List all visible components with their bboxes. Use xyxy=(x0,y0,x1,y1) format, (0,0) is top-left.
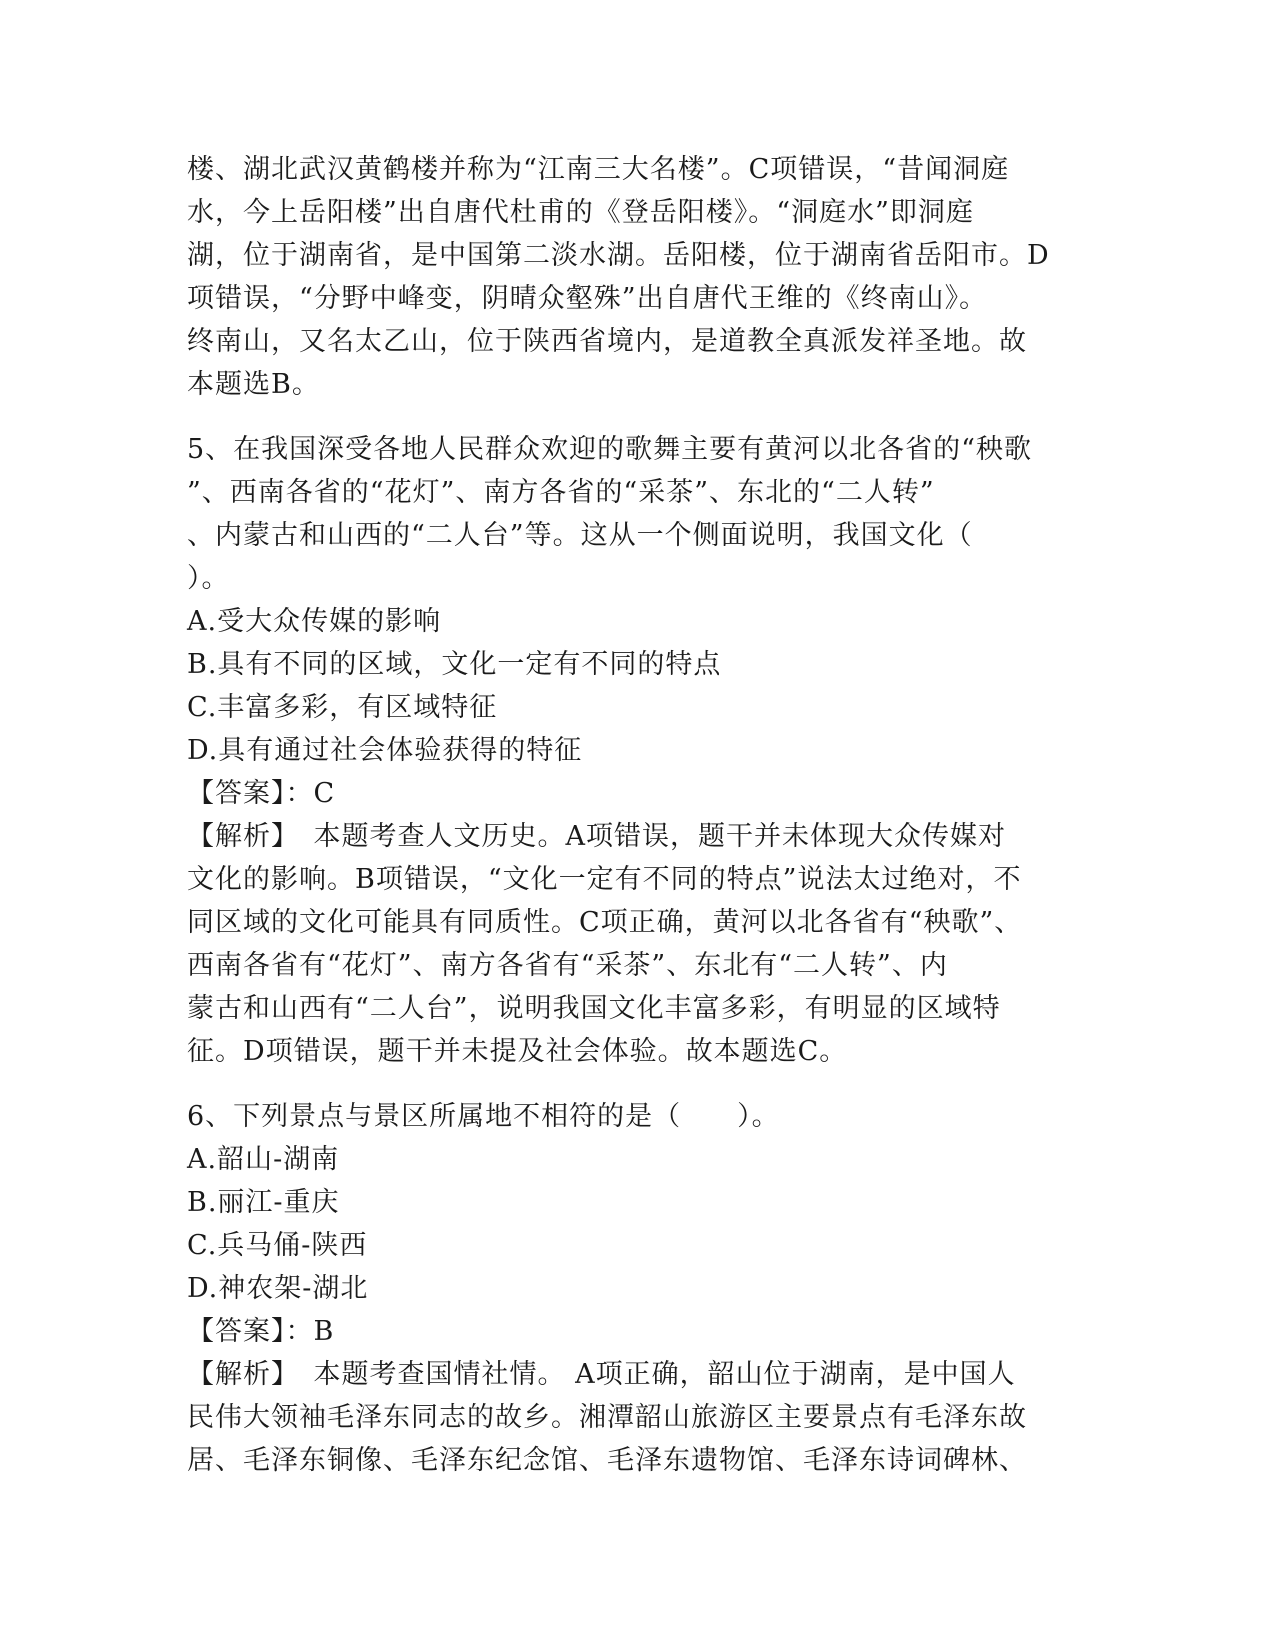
analysis-line: 【解析】 本题考查国情社情。 A项正确，韶山位于湖南，是中国人 xyxy=(187,1359,1016,1390)
analysis-line: 湖，位于湖南省，是中国第二淡水湖。岳阳楼，位于湖南省岳阳市。D xyxy=(187,240,1050,271)
analysis-line: 本题选B。 xyxy=(187,369,320,400)
analysis-line: 【解析】 本题考查人文历史。A项错误，题干并未体现大众传媒对 xyxy=(187,821,1006,852)
analysis-line: 同区域的文化可能具有同质性。C项正确，黄河以北各省有“秧歌”、 xyxy=(187,907,1023,938)
question-4-analysis-continued xyxy=(187,148,1087,406)
analysis-line: 终南山，又名太乙山，位于陕西省境内，是道教全真派发祥圣地。故 xyxy=(187,326,1027,357)
question-stem-line: 5、在我国深受各地人民群众欢迎的歌舞主要有黄河以北各省的“秧歌 xyxy=(187,434,1032,465)
answer-line: 【答案】：B xyxy=(187,1316,335,1347)
option-c: C.丰富多彩，有区域特征 xyxy=(187,692,498,723)
analysis-line: 楼、湖北武汉黄鹤楼并称为“江南三大名楼”。C项错误，“昔闻洞庭 xyxy=(187,154,1010,185)
document-page xyxy=(187,148,1087,1482)
analysis-line: 项错误，“分野中峰变，阴晴众壑殊”出自唐代王维的《终南山》。 xyxy=(187,283,988,314)
question-stem-line: 、内蒙古和山西的“二人台”等。这从一个侧面说明，我国文化（ xyxy=(187,520,973,551)
option-d: D.神农架-湖北 xyxy=(187,1273,369,1304)
question-stem-line: ）。 xyxy=(187,563,230,594)
question-5 xyxy=(187,428,1087,1073)
answer-line: 【答案】：C xyxy=(187,778,336,809)
option-b: B.丽江-重庆 xyxy=(187,1187,340,1218)
analysis-line: 水，今上岳阳楼”出自唐代杜甫的《登岳阳楼》。“洞庭水”即洞庭 xyxy=(187,197,974,228)
question-6 xyxy=(187,1095,1087,1482)
question-stem-line: 6、下列景点与景区所属地不相符的是（ ）。 xyxy=(187,1101,780,1132)
option-a: A.受大众传媒的影响 xyxy=(187,606,442,637)
analysis-line: 民伟大领袖毛泽东同志的故乡。湘潭韶山旅游区主要景点有毛泽东故 xyxy=(187,1402,1027,1433)
option-d: D.具有通过社会体验获得的特征 xyxy=(187,735,583,766)
option-a: A.韶山-湖南 xyxy=(187,1144,340,1175)
analysis-line: 蒙古和山西有“二人台”，说明我国文化丰富多彩，有明显的区域特 xyxy=(187,993,1001,1024)
question-stem-line: ”、西南各省的“花灯”、南方各省的“采茶”、东北的“二人转” xyxy=(187,477,935,508)
analysis-line: 西南各省有“花灯”、南方各省有“采茶”、东北有“二人转”、内 xyxy=(187,950,948,981)
analysis-line: 居、毛泽东铜像、毛泽东纪念馆、毛泽东遗物馆、毛泽东诗词碑林、 xyxy=(187,1445,1027,1476)
analysis-line: 文化的影响。B项错误，“文化一定有不同的特点”说法太过绝对，不 xyxy=(187,864,1022,895)
option-c: C.兵马俑-陕西 xyxy=(187,1230,368,1261)
analysis-line: 征。D项错误，题干并未提及社会体验。故本题选C。 xyxy=(187,1036,848,1067)
option-b: B.具有不同的区域，文化一定有不同的特点 xyxy=(187,649,722,680)
